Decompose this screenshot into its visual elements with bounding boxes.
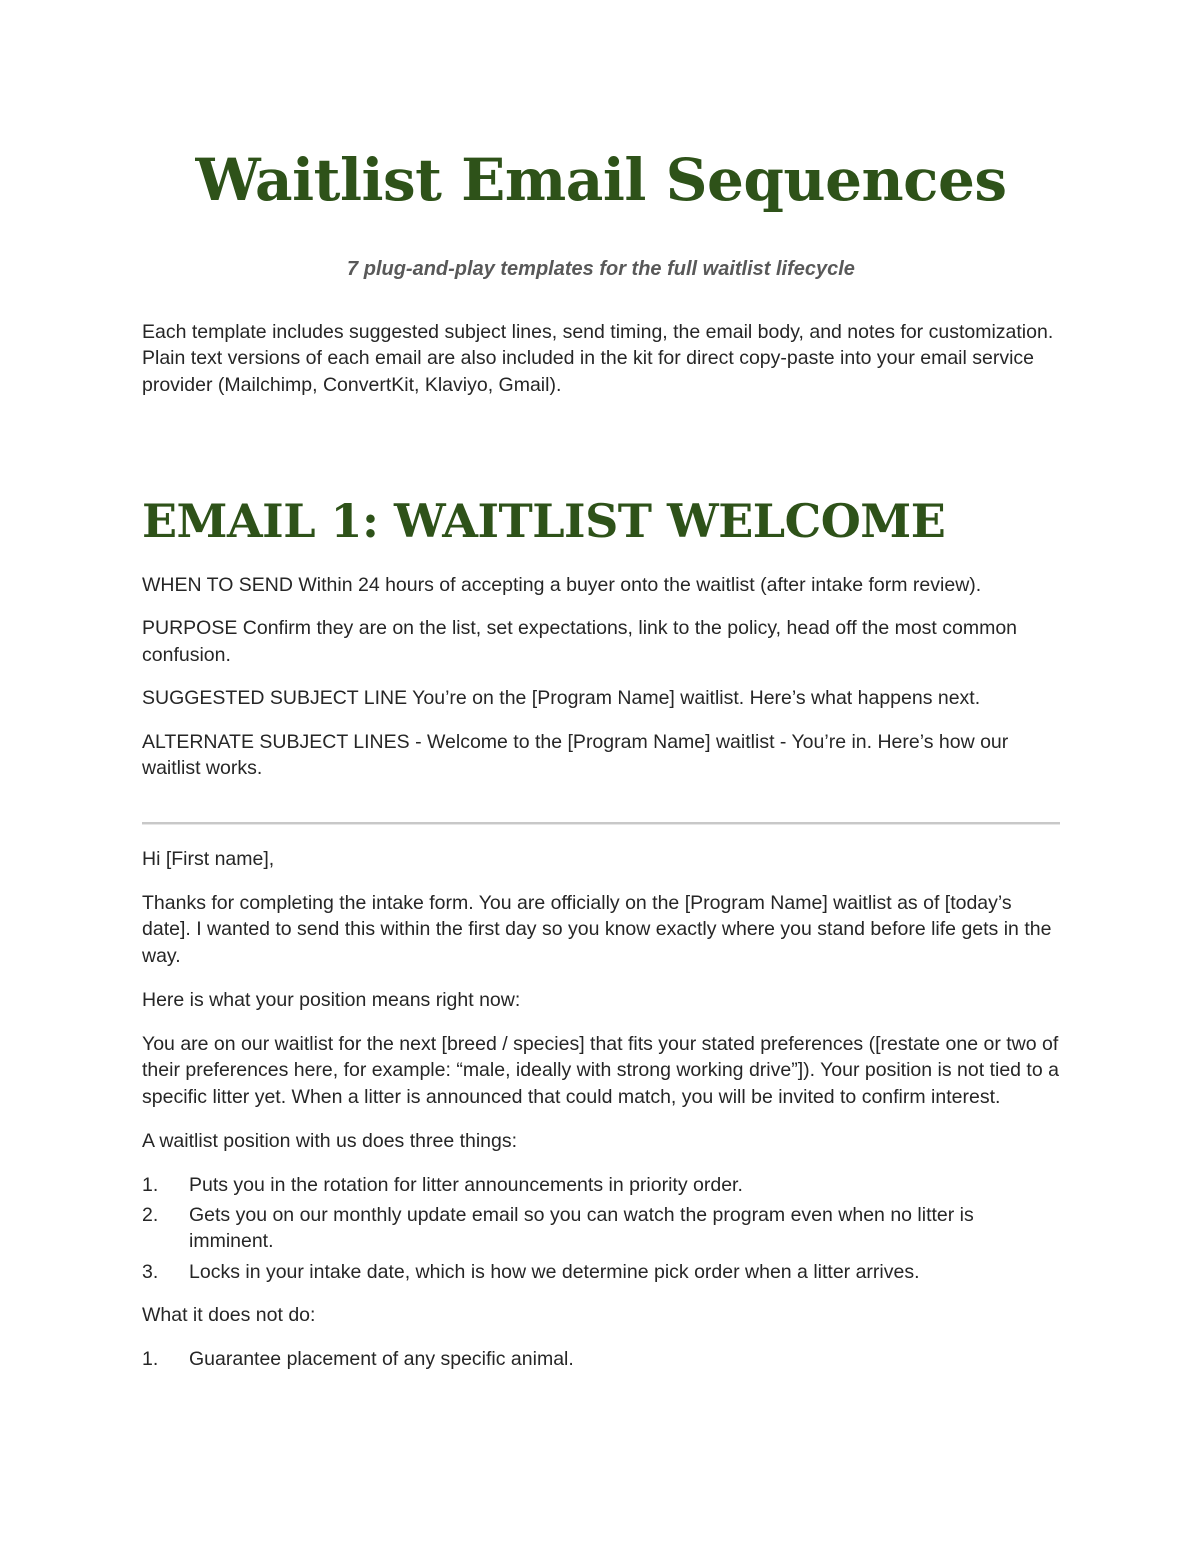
email-1-meta	[142, 572, 1060, 798]
section-divider	[142, 822, 1060, 825]
list-number: 1.	[142, 1173, 159, 1196]
list-item	[142, 1202, 1060, 1255]
list-number: 1.	[142, 1348, 159, 1371]
list-number: 2.	[142, 1204, 159, 1227]
list-item-text: Gets you on our monthly update email so you can watch the program even when no litter is imminent.	[189, 1204, 974, 1253]
list-item-text: Guarantee placement of any specific animal.	[189, 1348, 574, 1371]
email-paragraph: What it does not do:	[142, 1304, 316, 1327]
list-item	[142, 1172, 1060, 1198]
page-title: Waitlist Email Sequences	[195, 146, 1007, 214]
email-1-body	[142, 846, 1060, 1390]
does-not-list	[142, 1346, 1060, 1372]
email-paragraph: Thanks for completing the intake form. You are officially on the [Program Name] waitlist as of [today’s date]. I wanted to send this within the first day so you know exactly where you stand before life gets in the way.	[142, 892, 1052, 967]
email-paragraph: Here is what your position means right now:	[142, 988, 521, 1011]
list-item-text: Locks in your intake date, which is how we determine pick order when a litter arrives.	[189, 1260, 920, 1283]
list-item-text: Puts you in the rotation for litter announcements in priority order.	[189, 1173, 743, 1196]
email-1-heading: EMAIL 1: WAITLIST WELCOME	[142, 494, 946, 548]
list-item	[142, 1346, 1060, 1372]
when-to-send: WHEN TO SEND Within 24 hours of accepting a buyer onto the waitlist (after intake form review).	[142, 574, 982, 596]
alternate-subject-lines: ALTERNATE SUBJECT LINES - Welcome to the [Program Name] waitlist - You’re in. Here’s how our waitlist works.	[142, 730, 1009, 780]
suggested-subject-line: SUGGESTED SUBJECT LINE You’re on the [Program Name] waitlist. Here’s what happens next.	[142, 687, 981, 710]
email-paragraph: You are on our waitlist for the next [breed / species] that fits your stated preferences ([restate one or two of their preferences here, for example: “male, ideally with strong working drive”]). Your position is not tied to a specific litter yet. When a litter is announced that could match, you will be invited to confirm interest.	[142, 1032, 1059, 1108]
purpose: PURPOSE Confirm they are on the list, set expectations, link to the policy, head off the most common confusion.	[142, 617, 1018, 666]
intro-paragraph: Each template includes suggested subject lines, send timing, the email body, and notes for customization. Plain text versions of each email are also included in the kit for direct copy-paste into your email service provider (Mailchimp, ConvertKit, Klaviyo, Gmail).	[142, 321, 1054, 396]
list-item	[142, 1259, 1060, 1285]
does-list	[142, 1172, 1060, 1286]
page-subtitle: 7 plug-and-play templates for the full waitlist lifecycle	[347, 258, 855, 280]
list-number: 3.	[142, 1260, 159, 1283]
email-paragraph: A waitlist position with us does three things:	[142, 1129, 518, 1152]
email-greeting: Hi [First name],	[142, 848, 275, 870]
